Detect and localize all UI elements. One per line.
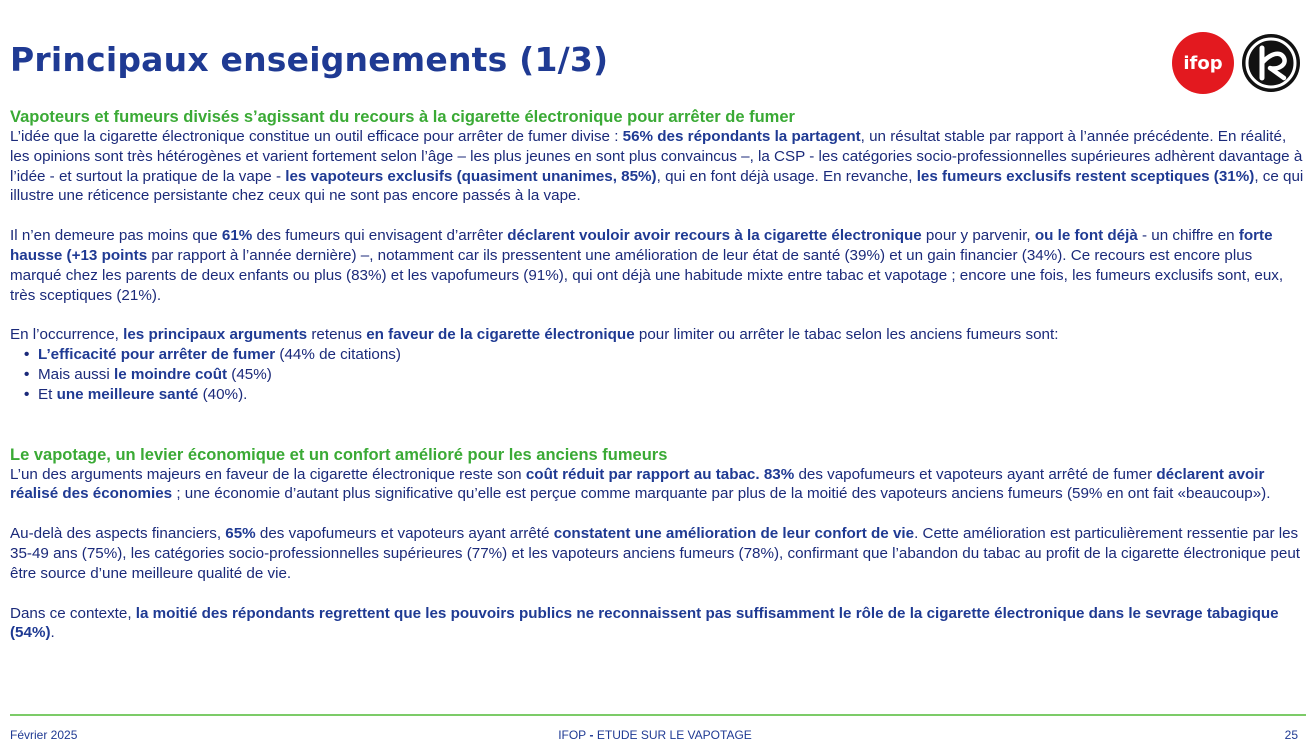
list-item: • L’efficacité pour arrêter de fumer (44% de citations)	[24, 345, 1305, 365]
footer-title: IFOP - ETUDE SUR LE VAPOTAGE	[558, 728, 752, 742]
arguments-list	[10, 345, 1305, 404]
section2-paragraph1: L’un des arguments majeurs en faveur de la cigarette électronique reste son coût réduit par rapport au tabac. 83% des vapofumeurs et vapoteurs ayant arrêté de fumer déclarent avoir réalisé des économies ; une économie d’autant plus significative qu’elle est perçue comme marquante par plus de la moitié des vapoteurs anciens fumeurs (59% en ont fait «beaucoup»).	[10, 465, 1271, 503]
seal-logo	[1240, 32, 1302, 94]
section2-heading: Le vapotage, un levier économique et un confort amélioré pour les anciens fumeurs	[10, 445, 668, 464]
logos	[1172, 32, 1302, 94]
section1-heading: Vapoteurs et fumeurs divisés s’agissant du recours à la cigarette électronique pour arrêter de fumer	[10, 108, 795, 126]
section2-paragraph2: Au-delà des aspects financiers, 65% des vapofumeurs et vapoteurs ayant arrêté constatent une amélioration de leur confort de vie. Cette amélioration est particulièrement ressentie par les 35-49 ans (75%), les catégories socio-professionnelles supérieures (77%) et les vapoteurs anciens fumeurs (78%), confirmant que l’abandon du tabac au profit de la cigarette électronique peut être source d’une meilleure qualité de vie.	[10, 525, 1300, 582]
section2-paragraph3: Dans ce contexte, la moitié des répondants regrettent que les pouvoirs publics ne reconnaissent pas suffisamment le rôle de la cigarette électronique dans le sevrage tabagique (54%).	[10, 604, 1279, 642]
main-content	[10, 107, 1305, 643]
section1-paragraph1: L’idée que la cigarette électronique constitue un outil efficace pour arrêter de fumer divise : 56% des répondants la partagent, un résultat stable par rapport à l’année précédente. En réalité, les opinions sont très hétérogènes et varient fortement selon l’âge – les plus jeunes en sont plus convaincus –, la CSP - les catégories socio-professionnelles supérieures adhèrent davantage à l’idée - et surtout la pratique de la vape - les vapoteurs exclusifs (quasiment unanimes, 85%), qui en font déjà usage. En revanche, les fumeurs exclusifs restent sceptiques (31%), ce qui illustre une réticence persistante chez ceux qui ne sont pas encore passés à la vape.	[10, 128, 1304, 205]
ifop-logo: ifop	[1172, 32, 1234, 94]
footer-date: Février 2025	[10, 728, 78, 742]
section1-paragraph2: Il n’en demeure pas moins que 61% des fumeurs qui envisagent d’arrêter déclarent vouloir avoir recours à la cigarette électronique pour y parvenir, ou le font déjà - un chiffre en forte hausse (+13 points par rapport à l’année dernière) –, notamment car ils pressentent une amélioration de leur état de santé (39%) et un gain financier (34%). Ce recours est encore plus marqué chez les parents de deux enfants ou plus (83%) et les vapofumeurs (91%), qui ont déjà une habitude mixte entre tabac et vapotage ; encore une fois, les fumeurs exclusifs sont, eux, très sceptiques (21%).	[10, 227, 1284, 304]
page-title: Principaux enseignements (1/3)	[10, 40, 609, 79]
section1-paragraph3: En l’occurrence, les principaux arguments retenus en faveur de la cigarette électronique pour limiter ou arrêter le tabac selon les anciens fumeurs sont:	[10, 326, 1059, 344]
page-number: 25	[1284, 728, 1298, 742]
list-item: • Mais aussi le moindre coût (45%)	[24, 365, 1305, 385]
footer-divider	[10, 714, 1306, 716]
list-item: • Et une meilleure santé (40%).	[24, 385, 1305, 405]
